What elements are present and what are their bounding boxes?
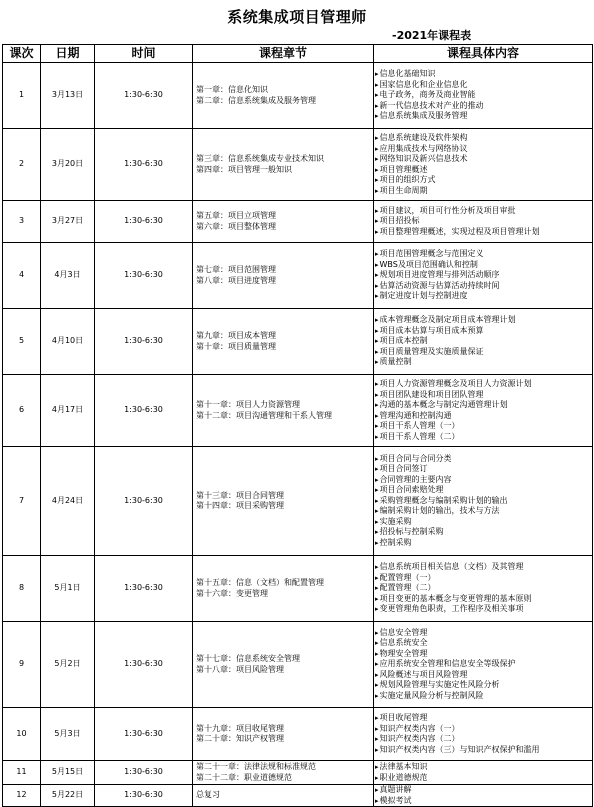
header-lesson: 课次: [3, 45, 41, 63]
content-item: ▸ 管理沟通和控制沟通: [375, 411, 591, 422]
content-item: ▸ 项目生命周期: [375, 186, 591, 197]
date-cell: 4月17日: [41, 375, 95, 447]
lesson-number-cell: 7: [3, 447, 41, 556]
date-cell: 5月22日: [41, 785, 95, 807]
date-cell: 5月1日: [41, 556, 95, 622]
chapter-line: 第五章：项目立项管理: [196, 211, 276, 220]
lesson-number-cell: 2: [3, 129, 41, 201]
chapters-cell: [193, 622, 374, 708]
time-cell: 1:30-6:30: [95, 129, 193, 201]
time-cell: 1:30-6:30: [95, 375, 193, 447]
content-item: ▸ 控制采购: [375, 538, 591, 549]
date-cell: 3月27日: [41, 201, 95, 243]
chapter-line: 第四章：项目管理一般知识: [196, 164, 292, 174]
chapter-line: 第二章：信息系统集成及服务管理: [196, 95, 316, 105]
table-row: [3, 447, 593, 556]
content-cell: [374, 761, 593, 785]
content-item: ▸ 国家信息化和企业信息化: [375, 80, 591, 91]
chapter-line: 第十六章：变更管理: [196, 588, 268, 598]
date-cell: 4月3日: [41, 243, 95, 309]
header-time: 时间: [95, 45, 193, 63]
table-row: [3, 556, 593, 622]
time-cell: 1:30-6:30: [95, 201, 193, 243]
content-item: ▸ 规划项目进度管理与排列活动顺序: [375, 270, 591, 281]
content-item: ▸ 制定进度计划与控制进度: [375, 291, 591, 302]
content-item: ▸ 电子政务，商务及商业智能: [375, 90, 591, 101]
chapters-cell: [193, 556, 374, 622]
time-cell: 1:30-6:30: [95, 708, 193, 761]
content-item: ▸ 应用集成技术与网络协议: [375, 144, 591, 155]
table-row: [3, 201, 593, 243]
table-row: [3, 309, 593, 375]
time-cell: 1:30-6:30: [95, 556, 193, 622]
content-item: ▸ 职业道德规范: [375, 773, 591, 784]
lesson-number-cell: 8: [3, 556, 41, 622]
table-row: [3, 622, 593, 708]
content-cell: [374, 243, 593, 309]
lesson-number-cell: 11: [3, 761, 41, 785]
content-item: ▸ 信息系统项目相关信息（文档）及其管理: [375, 562, 591, 573]
time-cell: 1:30-6:30: [95, 309, 193, 375]
chapters-cell: [193, 375, 374, 447]
content-item: ▸ 规划风险管理与实施定性风险分析: [375, 680, 591, 691]
date-cell: 5月3日: [41, 708, 95, 761]
chapter-line: 第一章：信息化知识: [196, 85, 268, 94]
content-cell: [374, 375, 593, 447]
content-item: ▸ 实施采购: [375, 517, 591, 528]
content-cell: [374, 622, 593, 708]
lesson-number-cell: 3: [3, 201, 41, 243]
date-cell: 5月2日: [41, 622, 95, 708]
content-item: ▸ 项目成本估算与项目成本预算: [375, 326, 591, 337]
chapters-cell: [193, 129, 374, 201]
table-row: [3, 761, 593, 785]
content-item: ▸ 变更管理角色职责，工作程序及相关事项: [375, 604, 591, 615]
content-item: ▸ 项目收尾管理: [375, 713, 591, 724]
chapter-line: 第十九章：项目收尾管理: [196, 723, 284, 733]
table-row: [3, 375, 593, 447]
content-item: ▸ 项目合同索赔处理: [375, 485, 591, 496]
content-cell: [374, 708, 593, 761]
content-item: ▸ 合同管理的主要内容: [375, 475, 591, 486]
header-chapters: 课程章节: [193, 45, 374, 63]
header-date: 日期: [41, 45, 95, 63]
time-cell: 1:30-6:30: [95, 785, 193, 807]
time-cell: 1:30-6:30: [95, 761, 193, 785]
content-item: ▸ 模拟考试: [375, 796, 591, 807]
table-row: [3, 129, 593, 201]
content-cell: [374, 201, 593, 243]
content-cell: [374, 556, 593, 622]
content-item: ▸ 编制采购计划的输出，技术与方法: [375, 506, 591, 517]
content-item: ▸ 配置管理（二）: [375, 583, 591, 594]
table-row: [3, 708, 593, 761]
table-row: [3, 785, 593, 807]
content-item: ▸ 项目人力资源管理概念及项目人力资源计划: [375, 379, 591, 390]
content-item: ▸ 风险概述与项目风险管理: [375, 670, 591, 681]
content-item: ▸ 沟通的基本概念与制定沟通管理计划: [375, 400, 591, 411]
content-item: ▸ 网络知识及新兴信息技术: [375, 154, 591, 165]
content-item: ▸ 项目整理管理概述，实现过程及项目管理计划: [375, 227, 591, 238]
content-item: ▸ 项目合同签订: [375, 464, 591, 475]
chapters-cell: [193, 447, 374, 556]
chapter-line: 第七章：项目范围管理: [196, 265, 276, 274]
content-cell: [374, 785, 593, 807]
chapter-line: 第十四章：项目采购管理: [196, 501, 284, 510]
content-item: ▸ 信息化基础知识: [375, 69, 591, 80]
chapters-cell: [193, 785, 374, 807]
content-item: ▸ 新一代信息技术对产业的推动: [375, 101, 591, 112]
chapters-cell: [193, 201, 374, 243]
chapter-line: 第六章：项目整体管理: [196, 221, 276, 231]
content-item: ▸ 知识产权类内容（二）: [375, 734, 591, 745]
content-item: ▸ 项目成本控制: [375, 336, 591, 347]
table-row: [3, 63, 593, 129]
lesson-number-cell: 10: [3, 708, 41, 761]
header-content: 课程具体内容: [374, 45, 593, 63]
content-item: ▸ 信息系统建设及软件架构: [375, 133, 591, 144]
content-item: ▸ 项目管理概述: [375, 165, 591, 176]
content-item: ▸ 项目团队建设和项目团队管理: [375, 390, 591, 401]
chapters-cell: [193, 309, 374, 375]
table-body: [3, 63, 593, 807]
content-item: ▸ 成本管理概念及制定项目成本管理计划: [375, 315, 591, 326]
content-item: ▸ 采购管理概念与编制采购计划的输出: [375, 496, 591, 507]
schedule-table: [2, 44, 593, 807]
content-cell: [374, 63, 593, 129]
time-cell: 1:30-6:30: [95, 622, 193, 708]
chapters-cell: [193, 63, 374, 129]
content-item: ▸ 信息安全管理: [375, 628, 591, 639]
chapters-cell: [193, 761, 374, 785]
chapter-line: 第十五章：信息（文档）和配置管理: [196, 578, 324, 587]
page-title: 系统集成项目管理师: [227, 8, 367, 26]
table-header-row: [3, 45, 593, 63]
date-cell: 4月10日: [41, 309, 95, 375]
chapter-line: 第十一章：项目人力资源管理: [196, 400, 300, 409]
time-cell: 1:30-6:30: [95, 243, 193, 309]
content-item: ▸ 信息系统安全: [375, 638, 591, 649]
content-item: ▸ 物理安全管理: [375, 649, 591, 660]
content-item: ▸ 项目变更的基本概念与变更管理的基本原则: [375, 594, 591, 605]
lesson-number-cell: 6: [3, 375, 41, 447]
date-cell: 3月13日: [41, 63, 95, 129]
chapters-cell: [193, 708, 374, 761]
content-cell: [374, 129, 593, 201]
date-cell: 4月24日: [41, 447, 95, 556]
content-item: ▸ 知识产权类内容（一）: [375, 724, 591, 735]
chapter-line: 第二十章：知识产权管理: [196, 734, 284, 743]
content-item: ▸ 项目范围管理概念与范围定义: [375, 249, 591, 260]
chapter-line: 第二十二章：职业道德规范: [196, 772, 292, 782]
lesson-number-cell: 12: [3, 785, 41, 807]
chapter-line: 第三章：信息系统集成专业技术知识: [196, 154, 324, 163]
chapter-line: 第八章：项目进度管理: [196, 275, 276, 285]
content-cell: [374, 447, 593, 556]
time-cell: 1:30-6:30: [95, 447, 193, 556]
date-cell: 3月20日: [41, 129, 95, 201]
lesson-number-cell: 1: [3, 63, 41, 129]
chapter-line: 第九章：项目成本管理: [196, 331, 276, 340]
content-item: ▸ 项目建议，项目可行性分析及项目审批: [375, 206, 591, 217]
content-cell: [374, 309, 593, 375]
chapter-line: 第十章：项目质量管理: [196, 341, 276, 351]
content-item: ▸ 应用系统安全管理和信息安全等级保护: [375, 659, 591, 670]
date-cell: 5月15日: [41, 761, 95, 785]
content-item: ▸ 项目质量管理及实施质量保证: [375, 347, 591, 358]
content-item: ▸ 配置管理（一）: [375, 573, 591, 584]
content-item: ▸ WBS及项目范围确认和控制: [375, 260, 591, 271]
chapter-line: 总复习: [196, 790, 220, 800]
content-item: ▸ 质量控制: [375, 357, 591, 368]
content-item: ▸ 知识产权类内容（三）与知识产权保护和滥用: [375, 745, 591, 756]
chapters-cell: [193, 243, 374, 309]
page-subtitle: -2021年课程表: [392, 29, 472, 42]
lesson-number-cell: 5: [3, 309, 41, 375]
table-row: [3, 243, 593, 309]
chapter-line: 第十二章：项目沟通管理和干系人管理: [196, 410, 332, 420]
content-item: ▸ 项目招投标: [375, 216, 591, 227]
time-cell: 1:30-6:30: [95, 63, 193, 129]
content-item: ▸ 项目合同与合同分类: [375, 454, 591, 465]
lesson-number-cell: 9: [3, 622, 41, 708]
content-item: ▸ 估算活动资源与估算活动持续时间: [375, 281, 591, 292]
chapter-line: 第二十一章：法律法规和标准规范: [196, 762, 316, 771]
content-item: ▸ 法律基本知识: [375, 762, 591, 773]
content-item: ▸ 项目干系人管理（一）: [375, 421, 591, 432]
content-item: ▸ 项目的组织方式: [375, 175, 591, 186]
chapter-line: 第十八章：项目风险管理: [196, 664, 284, 674]
content-item: ▸ 招投标与控制采购: [375, 527, 591, 538]
content-item: ▸ 信息系统集成及服务管理: [375, 111, 591, 122]
chapter-line: 第十三章：项目合同管理: [196, 490, 284, 500]
content-item: ▸ 项目干系人管理（二）: [375, 432, 591, 443]
content-item: ▸ 真题讲解: [375, 785, 591, 796]
content-item: ▸ 实施定量风险分析与控制风险: [375, 691, 591, 702]
chapter-line: 第十七章：信息系统安全管理: [196, 654, 300, 663]
lesson-number-cell: 4: [3, 243, 41, 309]
